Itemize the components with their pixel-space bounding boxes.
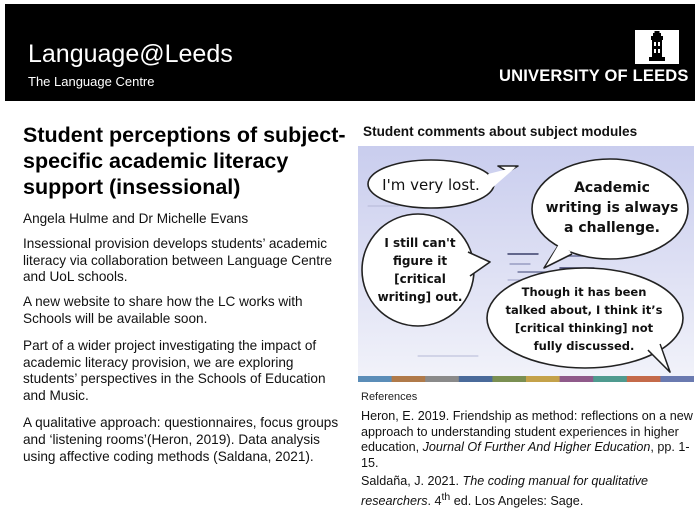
color-strip	[358, 376, 694, 382]
bubble-text: talked about, I think it’s	[505, 303, 663, 317]
color-strip-segment	[492, 376, 526, 382]
poster-text-column	[23, 122, 351, 465]
site-title[interactable]: Language@Leeds	[28, 40, 233, 68]
university-logo-text: UNIVERSITY OF LEEDS	[499, 67, 689, 85]
references-section	[361, 391, 693, 509]
bubble-text: I'm very lost.	[382, 176, 480, 194]
bubble-text: fully discussed.	[533, 339, 635, 353]
color-strip-segment	[392, 376, 426, 382]
reference-saldana-edition: . 4	[427, 493, 442, 508]
reference-heron-text: Heron, E. 2019. Friendship as method: reflections on a new approach to understanding student experiences in higher education,	[361, 409, 693, 454]
bubble-text: a challenge.	[564, 220, 660, 236]
comments-heading: Student comments about subject modules	[363, 124, 638, 139]
reference-heron-journal: Journal Of Further And Higher Education	[422, 440, 651, 454]
references-heading: References	[361, 391, 418, 403]
bubble-text: I still can't	[384, 236, 456, 250]
poster-title: Student perceptions of subject-specific academic literacy support (insessional)	[23, 123, 346, 199]
authors: Angela Hulme and Dr Michelle Evans	[23, 211, 249, 226]
reference-saldana-ordinal: th	[441, 490, 451, 503]
bubble-text: Academic	[574, 180, 650, 196]
reference-saldana	[361, 474, 693, 509]
reference-heron	[361, 409, 693, 471]
bubble-text: figure it	[392, 254, 448, 268]
paragraph-website: A new website to share how the LC works with Schools will be available soon.	[23, 294, 303, 326]
color-strip-segment	[593, 376, 627, 382]
color-strip-segment	[560, 376, 594, 382]
paragraph-insessional: Insessional provision develops students’ academic literacy via collaboration between Language Centre and UoL schools.	[23, 235, 333, 285]
tower-icon	[635, 30, 679, 64]
bubble-text: [critical thinking] not	[514, 321, 654, 335]
color-strip-segment	[526, 376, 560, 382]
paragraph-method: A qualitative approach: questionnaires, focus groups and ‘listening rooms’(Heron, 2019). Data analysis using affective coding methods (Saldana, 2021).	[23, 414, 339, 464]
university-logo[interactable]	[499, 30, 689, 88]
bubble-text: writing is always	[545, 200, 679, 216]
reference-saldana-publisher: ed. Los Angeles: Sage.	[450, 493, 584, 508]
color-strip-segment	[459, 376, 493, 382]
color-strip-segment	[660, 376, 694, 382]
color-strip-segment	[627, 376, 661, 382]
reference-saldana-text: Saldaña, J. 2021.	[361, 474, 463, 488]
comments-figure	[358, 146, 694, 382]
site-subtitle: The Language Centre	[28, 74, 155, 89]
color-strip-segment	[358, 376, 392, 382]
bubble-text: writing] out.	[377, 290, 463, 304]
color-strip-segment	[425, 376, 459, 382]
bubble-text: [critical	[394, 272, 446, 286]
reference-heron-pages: , pp. 1-15.	[361, 440, 690, 470]
bubble-text: Though it has been	[521, 285, 647, 299]
header-banner	[5, 4, 695, 101]
paragraph-project: Part of a wider project investigating the impact of academic literacy provision, we are exploring students’ perspectives in the Schools of Education and Music.	[23, 337, 326, 404]
reference-saldana-book: The coding manual for qualitative researchers	[361, 474, 649, 508]
